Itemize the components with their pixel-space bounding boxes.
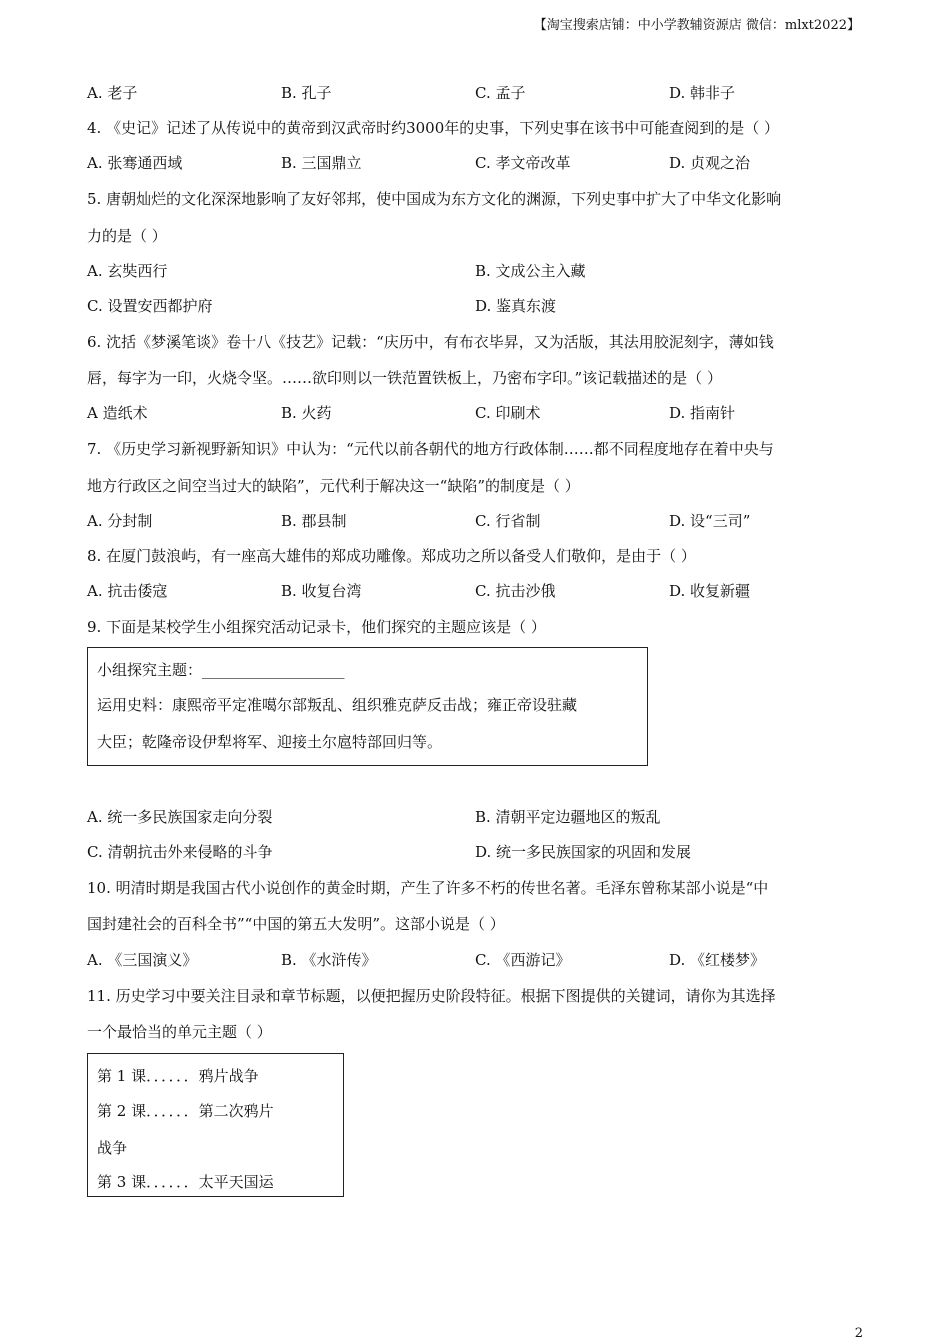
page-number: 2 — [854, 1326, 863, 1341]
q9-option-d: D. 统一多民族国家的巩固和发展 — [475, 843, 692, 861]
q9-card-materials-line1: 运用史料：康熙帝平定准噶尔部叛乱、组织雅克萨反击战；雍正帝设驻藏 — [97, 696, 578, 714]
q7-option-a: A. 分封制 — [87, 512, 153, 530]
q11-table-of-contents — [87, 1053, 344, 1197]
q10-option-a: A. 《三国演义》 — [87, 951, 198, 969]
q8-option-c: C. 抗击沙俄 — [475, 582, 556, 600]
q8-stem: 8. 在厦门鼓浪屿，有一座高大雄伟的郑成功雕像。郑成功之所以备受人们敬仰，是由于（ ） — [87, 547, 696, 565]
q11-stem-line2: 一个最恰当的单元主题（ ） — [87, 1023, 272, 1041]
q6-stem-line2: 唇，每字为一印，火烧令坚。……欲印则以一铁范置铁板上，乃密布字印。”该记载描述的是（ ） — [87, 369, 722, 387]
q5-option-c: C. 设置安西都护府 — [87, 297, 213, 315]
q4-option-a: A. 张骞通西域 — [87, 154, 183, 172]
q7-option-b: B. 郡县制 — [281, 512, 347, 530]
page-header: 【淘宝搜索店铺：中小学教辅资源店 微信：mlxt2022】 — [533, 18, 860, 33]
q5-option-a: A. 玄奘西行 — [87, 262, 168, 280]
q4-stem: 4. 《史记》记述了从传说中的黄帝到汉武帝时约3000年的史事，下列史事在该书中可能查阅到的是（ ） — [87, 119, 780, 137]
q11-contents-line: 第 3 课．．．．．．太平天国运 — [97, 1173, 274, 1191]
q10-option-c: C. 《西游记》 — [475, 951, 571, 969]
q6-option-b: B. 火药 — [281, 404, 332, 422]
q7-option-c: C. 行省制 — [475, 512, 541, 530]
q11-contents-line: 第 2 课．．．．．．第二次鸦片 — [97, 1102, 274, 1120]
q3-option-d: D. 韩非子 — [669, 84, 736, 102]
q8-option-a: A. 抗击倭寇 — [87, 582, 168, 600]
q10-option-b: B. 《水浒传》 — [281, 951, 377, 969]
q3-option-c: C. 孟子 — [475, 84, 526, 102]
q9-record-card — [87, 647, 648, 766]
q5-option-b: B. 文成公主入藏 — [475, 262, 586, 280]
q4-option-d: D. 贞观之治 — [669, 154, 751, 172]
q5-stem-line1: 5. 唐朝灿烂的文化深深地影响了友好邻邦，使中国成为东方文化的渊源，下列史事中扩大了中华文化影响 — [87, 190, 782, 208]
q7-option-d: D. 设“三司” — [669, 512, 751, 530]
q4-option-b: B. 三国鼎立 — [281, 154, 362, 172]
q6-option-c: C. 印刷术 — [475, 404, 541, 422]
q10-option-d: D. 《红楼梦》 — [669, 951, 766, 969]
q8-option-d: D. 收复新疆 — [669, 582, 751, 600]
q11-contents-line: 第 1 课．．．．．．鸦片战争 — [97, 1067, 259, 1085]
q6-option-a: A 造纸术 — [87, 404, 148, 422]
q5-stem-line2: 力的是（ ） — [87, 227, 167, 245]
q9-option-c: C. 清朝抗击外来侵略的斗争 — [87, 843, 273, 861]
q3-option-b: B. 孔子 — [281, 84, 332, 102]
q11-contents-line: 战争 — [97, 1139, 128, 1157]
q7-stem-line1: 7. 《历史学习新视野新知识》中认为：“元代以前各朝代的地方行政体制……都不同程度地存在着中央与 — [87, 440, 774, 458]
q8-option-b: B. 收复台湾 — [281, 582, 362, 600]
q6-option-d: D. 指南针 — [669, 404, 736, 422]
q7-stem-line2: 地方行政区之间空当过大的缺陷”，元代利于解决这一“缺陷”的制度是（ ） — [87, 477, 580, 495]
q9-option-b: B. 清朝平定边疆地区的叛乱 — [475, 808, 661, 826]
q11-stem-line1: 11. 历史学习中要关注目录和章节标题，以便把握历史阶段特征。根据下图提供的关键词，请你为其选择 — [87, 987, 776, 1005]
q6-stem-line1: 6. 沈括《梦溪笔谈》卷十八《技艺》记载：“庆历中，有布衣毕昇，又为活版，其法用胶泥刻字，薄如钱 — [87, 333, 774, 351]
q5-option-d: D. 鉴真东渡 — [475, 297, 557, 315]
q10-stem-line2: 国封建社会的百科全书”“中国的第五大发明”。这部小说是（ ） — [87, 915, 505, 933]
q4-option-c: C. 孝文帝改革 — [475, 154, 571, 172]
q9-card-topic: 小组探究主题：___________________ — [97, 661, 345, 679]
q9-option-a: A. 统一多民族国家走向分裂 — [87, 808, 273, 826]
q10-stem-line1: 10. 明清时期是我国古代小说创作的黄金时期，产生了许多不朽的传世名著。毛泽东曾称某部小说是“中 — [87, 879, 769, 897]
q9-stem: 9. 下面是某校学生小组探究活动记录卡，他们探究的主题应该是（ ） — [87, 618, 546, 636]
q9-card-materials-line2: 大臣；乾隆帝设伊犁将军、迎接土尔扈特部回归等。 — [97, 733, 443, 751]
q3-option-a: A. 老子 — [87, 84, 138, 102]
